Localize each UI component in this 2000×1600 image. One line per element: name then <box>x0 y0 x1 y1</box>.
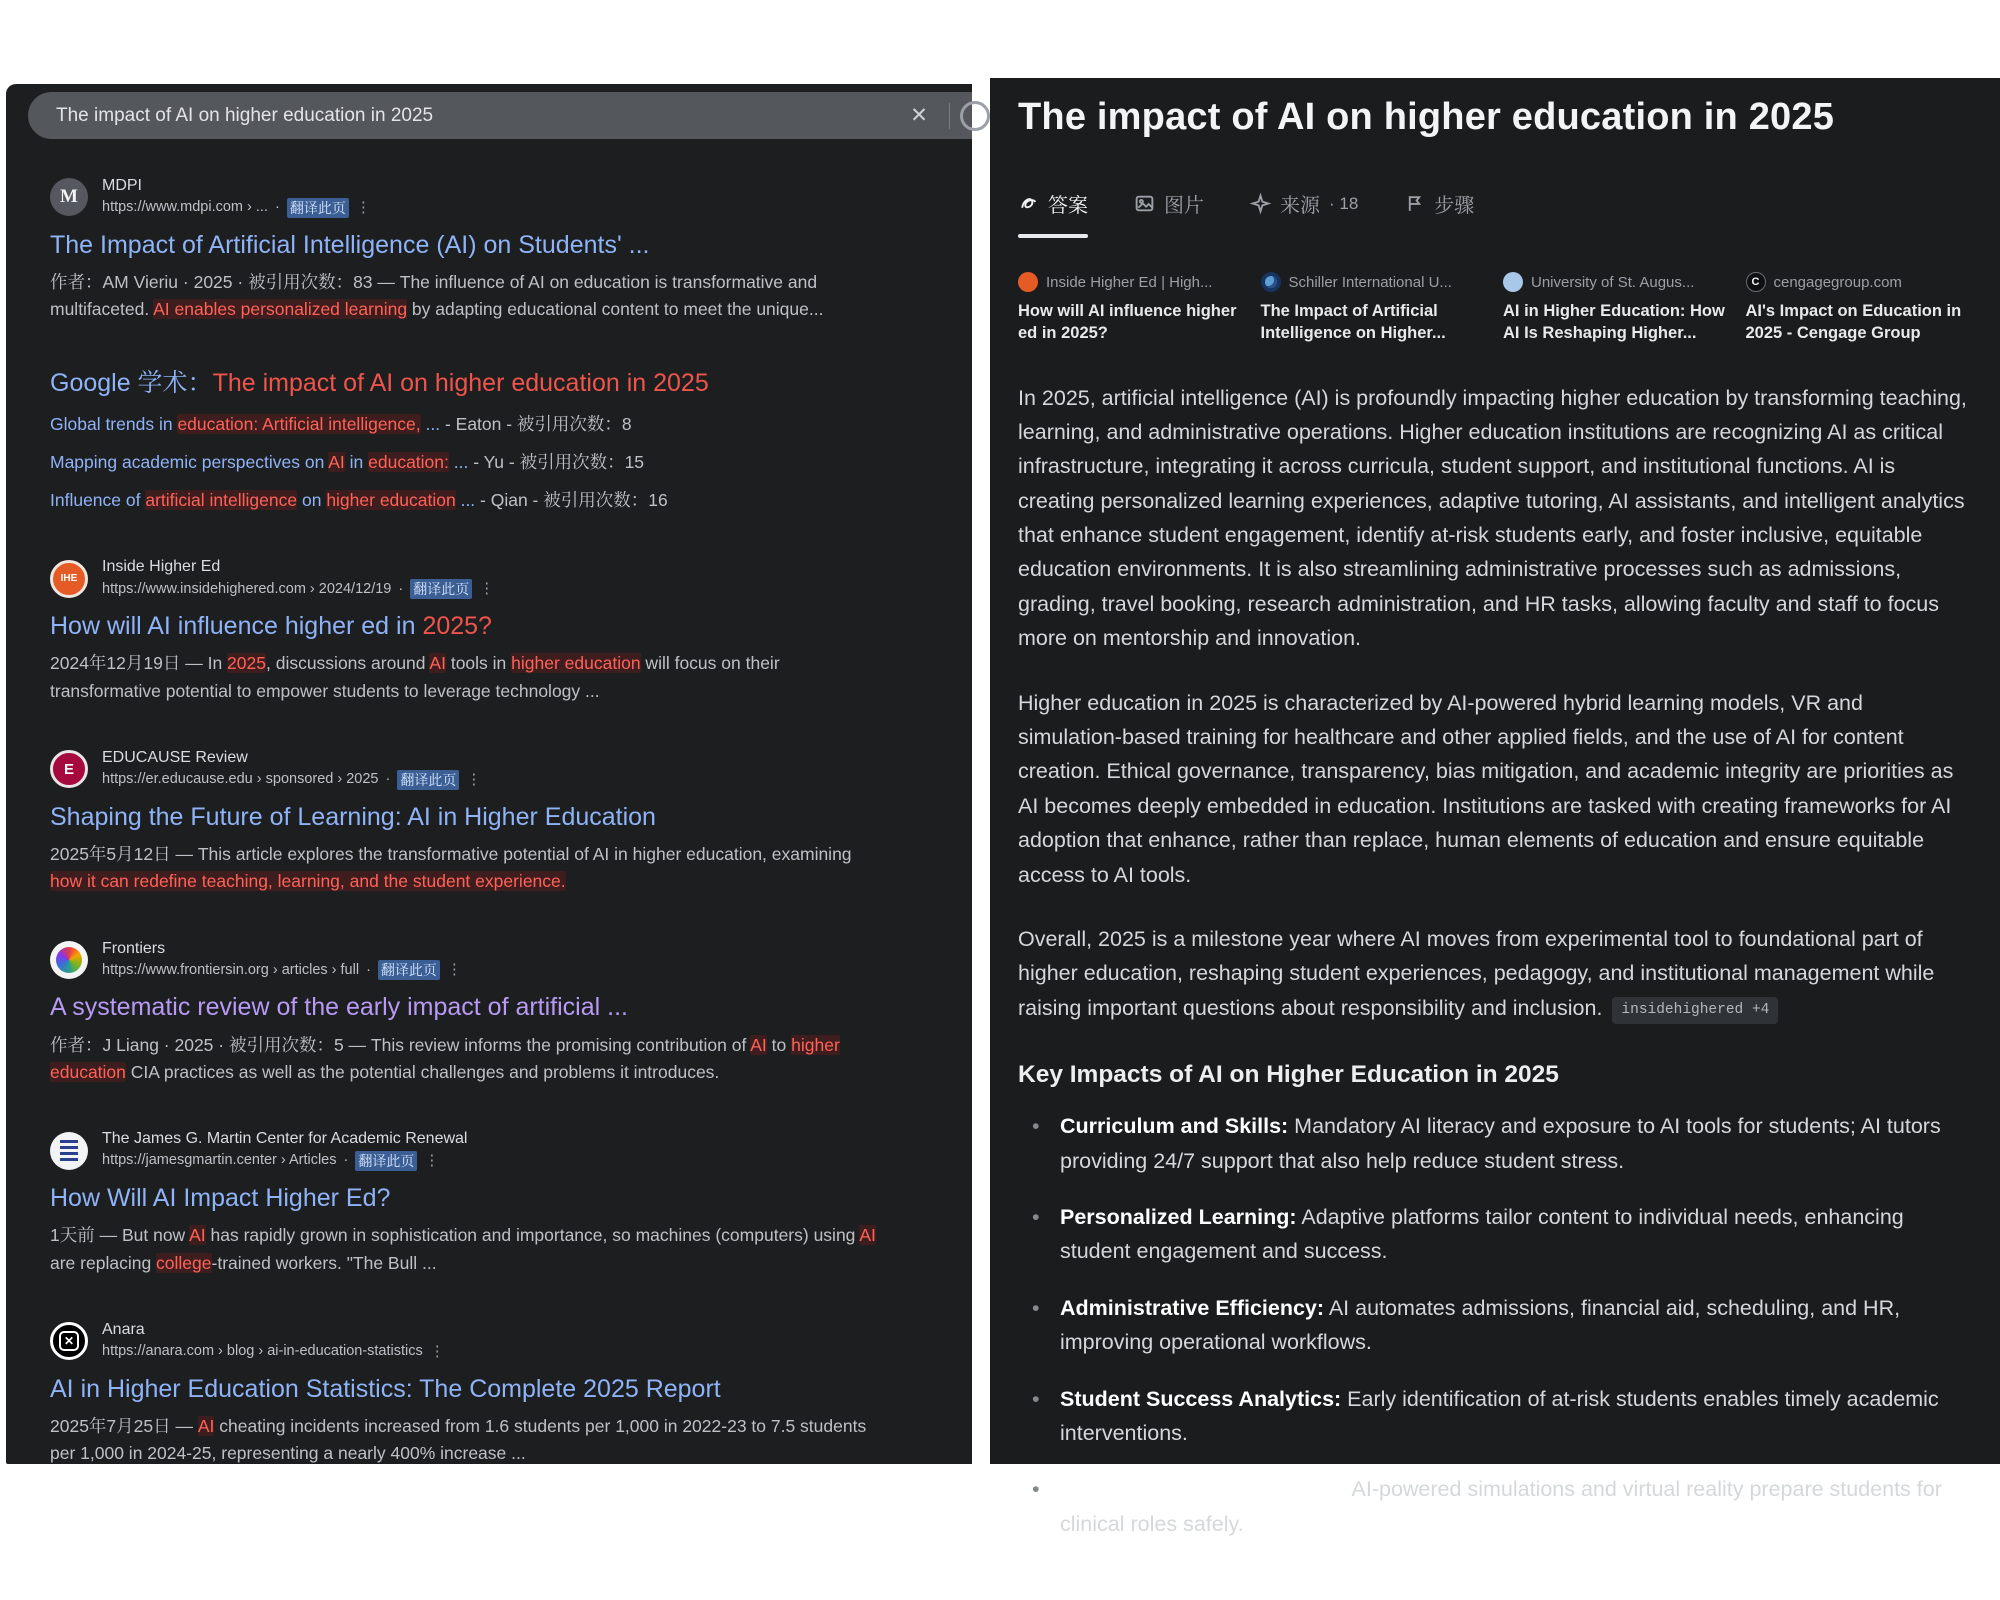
result-snippet: 作者：J Liang · 2025 · 被引用次数：5 — This review informs the promising contribution of AI to higher education CIA practices as well as the potential challenges and problems it introduces. <box>50 1034 840 1083</box>
tab-sources[interactable]: 来源 · 18 <box>1250 189 1358 232</box>
result-url[interactable]: https://www.mdpi.com › ... <box>102 199 268 216</box>
result-title-link[interactable]: The Impact of Artificial Intelligence (AI) on Students' ... <box>50 230 650 259</box>
tab-steps[interactable]: 步骤 <box>1404 189 1474 232</box>
search-input[interactable] <box>28 92 972 139</box>
source-card-title: AI's Impact on Education in 2025 - Cengage Group <box>1745 302 1962 343</box>
citation-badge[interactable]: insidehighered +4 <box>1612 997 1778 1024</box>
result-url-separator: · <box>385 771 391 788</box>
result-title-link[interactable]: A systematic review of the early impact of artificial ... <box>50 993 628 1022</box>
result-url[interactable]: https://www.insidehighered.com › 2024/12/19 <box>102 580 392 597</box>
anara-favicon: ✕ <box>50 1322 88 1360</box>
list-item: • Curriculum and Skills: Mandatory AI literacy and exposure to AI tools for students; AI tutors providing 24/7 support that also help reduce student stress. <box>1018 1109 1972 1178</box>
result-url-separator: · <box>398 580 404 597</box>
source-site-name: Inside Higher Ed | High... <box>1046 273 1213 291</box>
search-result-martincenter <box>50 1129 932 1277</box>
source-card-insidehighered[interactable] <box>1018 272 1245 345</box>
frontiers-favicon <box>50 941 88 979</box>
kebab-menu-icon[interactable]: ⋮ <box>466 770 482 788</box>
answer-icon <box>1018 193 1039 214</box>
result-title-link[interactable]: AI in Higher Education Statistics: The Complete 2025 Report <box>50 1374 721 1403</box>
source-card-schiller[interactable] <box>1261 272 1488 345</box>
source-site-name: University of St. Augus... <box>1531 273 1695 291</box>
result-url-separator: · <box>343 1152 349 1169</box>
search-result-frontiers <box>50 939 932 1087</box>
scholar-title-link[interactable]: Google 学术：The impact of AI on higher education in 2025 <box>50 368 709 397</box>
key-impacts-list <box>1018 1109 1972 1541</box>
translate-link[interactable]: 翻译此页 <box>287 198 349 218</box>
insidehighered-favicon: IHE <box>50 560 88 598</box>
kebab-menu-icon[interactable]: ⋮ <box>355 198 371 216</box>
sources-icon <box>1250 193 1271 214</box>
scholar-entry-link[interactable]: Mapping academic perspectives on AI in education: ... - Yu - 被引用次数：15 <box>50 451 645 472</box>
voice-search-icon[interactable] <box>960 101 990 131</box>
search-results-panel <box>6 84 972 1464</box>
insidehighered-mini-favicon <box>1018 272 1038 292</box>
search-query-text[interactable]: The impact of AI on higher education in 2025 <box>56 104 434 126</box>
result-url-separator: · <box>366 961 371 978</box>
answer-paragraph: Overall, 2025 is a milestone year where AI moves from experimental tool to foundational part of higher education, reshaping student experiences, pedagogy, and institutional management while raising important questions about responsibility and inclusion. insidehighered +4 <box>1018 922 1972 1025</box>
source-card-title: How will AI influence higher ed in 2025? <box>1018 302 1237 343</box>
tab-answer[interactable]: 答案 <box>1018 189 1088 232</box>
list-item: • Personalized Learning: Adaptive platforms tailor content to individual needs, enhancing student engagement and success. <box>1018 1200 1972 1269</box>
schiller-mini-favicon <box>1261 272 1281 292</box>
translate-link[interactable]: 翻译此页 <box>410 579 472 599</box>
answer-tabs <box>1018 189 1972 232</box>
result-source: EDUCAUSE Review <box>102 749 248 767</box>
answer-paragraph: In 2025, artificial intelligence (AI) is profoundly impacting higher education by transforming teaching, learning, and administrative operations. Higher education institutions are recognizing AI as critical infrastructure, integrating it across curricula, student support, and institutional functions. AI is creating personalized learning experiences, adaptive tutoring, AI assistants, and intelligent analytics that enhance student engagement, identify at-risk students early, and foster inclusive, equitable education environments. It is also streamlining administrative processes such as admissions, grading, travel booking, research administration, and HR tasks, allowing faculty and staff to focus more on mentorship and innovation. <box>1018 385 1967 651</box>
search-result-insidehighered <box>50 557 932 705</box>
scholar-entry-link[interactable]: Influence of artificial intelligence on higher education ... - Qian - 被引用次数：16 <box>50 489 668 510</box>
source-card-title: The Impact of Artificial Intelligence on Higher... <box>1260 302 1446 343</box>
result-source: Inside Higher Ed <box>102 558 221 576</box>
cengage-mini-favicon: C <box>1746 272 1766 292</box>
result-url-separator: · <box>275 199 280 216</box>
result-title-link[interactable]: Shaping the Future of Learning: AI in Higher Education <box>50 802 656 831</box>
result-snippet: 2025年5月12日 — This article explores the transformative potential of AI in higher education, examining how it can redefine teaching, learning, and the student experience. <box>50 844 852 892</box>
images-icon <box>1134 193 1155 214</box>
mdpi-favicon: M <box>50 178 88 216</box>
result-snippet: 2025年7月25日 — AI cheating incidents increased from 1.6 students per 1,000 in 2022-23 to 7.5 students per 1,000 in 2024-25, representing a nearly 400% increase ... <box>50 1416 867 1464</box>
source-card-cengage[interactable] <box>1746 272 1973 345</box>
google-scholar-block <box>50 367 932 512</box>
results-list <box>50 176 932 1511</box>
kebab-menu-icon[interactable]: ⋮ <box>429 1342 445 1360</box>
result-source: The James G. Martin Center for Academic Renewal <box>102 1130 468 1148</box>
kebab-menu-icon[interactable]: ⋮ <box>479 580 495 598</box>
result-title-link[interactable]: How Will AI Impact Higher Ed? <box>50 1183 391 1212</box>
educause-favicon: E <box>50 750 88 788</box>
clear-search-icon[interactable]: ✕ <box>910 104 928 127</box>
search-result-anara <box>50 1320 932 1468</box>
result-source: MDPI <box>102 177 142 194</box>
st-augustine-mini-favicon <box>1503 272 1523 292</box>
list-item: • Student Success Analytics: Early identification of at-risk students enables timely academic interventions. <box>1018 1382 1972 1451</box>
answer-paragraph: Higher education in 2025 is characterized by AI-powered hybrid learning models, VR and simulation-based training for healthcare and other applied fields, and the use of AI for content creation. Ethical governance, transparency, bias mitigation, and academic integrity are priorities as AI becomes deeply embedded in education. Institutions are tasked with creating frameworks for AI adoption that enhance, rather than replace, human elements of education and ensure equitable access to AI tools. <box>1018 690 1954 887</box>
scholar-entry-link[interactable]: Global trends in education: Artificial intelligence, ... - Eaton - 被引用次数：8 <box>50 414 632 435</box>
translate-link[interactable]: 翻译此页 <box>355 1151 417 1171</box>
list-item: • Administrative Efficiency: AI automates admissions, financial aid, scheduling, and HR, improving operational workflows. <box>1018 1291 1972 1360</box>
kebab-menu-icon[interactable]: ⋮ <box>446 961 462 979</box>
martincenter-favicon <box>50 1132 88 1170</box>
key-impacts-heading: Key Impacts of AI on Higher Education in 2025 <box>1018 1061 1559 1089</box>
searchbar-divider <box>949 103 950 129</box>
source-cards-row <box>1018 272 1972 345</box>
source-site-name: cengagegroup.com <box>1773 273 1902 291</box>
result-source: Frontiers <box>102 939 166 957</box>
answer-page-title: The impact of AI on higher education in 2025 <box>1018 96 1835 138</box>
source-card-st-augustine[interactable] <box>1503 272 1730 345</box>
result-snippet: 2024年12月19日 — In 2025, discussions around AI tools in higher education will focus on their transformative potential to empower students to leverage technology ... <box>50 653 780 701</box>
translate-link[interactable]: 翻译此页 <box>397 770 459 790</box>
result-snippet: 1天前 — But now AI has rapidly grown in sophistication and importance, so machines (computers) using AI are replacing college-trained workers. "The Bull ... <box>50 1225 876 1273</box>
list-item: • Health Sciences Innovation: AI-powered simulations and virtual reality prepare students for clinical roles safely. <box>1018 1472 1972 1541</box>
translate-link[interactable]: 翻译此页 <box>378 960 440 980</box>
source-site-name: Schiller International U... <box>1288 273 1452 291</box>
result-title-link[interactable]: How will AI influence higher ed in 2025? <box>50 611 492 640</box>
sources-count: · 18 <box>1329 193 1359 213</box>
source-card-title: AI in Higher Education: How AI Is Reshaping Higher... <box>1503 302 1725 343</box>
search-result-mdpi <box>50 176 932 324</box>
result-url[interactable]: https://jamesgmartin.center › Articles <box>102 1152 337 1169</box>
steps-icon <box>1404 193 1425 214</box>
search-result-educause <box>50 748 932 896</box>
result-url[interactable]: https://anara.com › blog › ai-in-education-statistics <box>102 1343 423 1360</box>
result-snippet: 作者：AM Vieriu · 2025 · 被引用次数：83 — The influence of AI on education is transformative and multifaceted. AI enables personalized learning by adapting educational content to meet the unique... <box>50 272 824 320</box>
result-source: Anara <box>102 1320 145 1338</box>
tab-images[interactable]: 图片 <box>1134 189 1204 232</box>
kebab-menu-icon[interactable]: ⋮ <box>424 1152 440 1170</box>
result-url[interactable]: https://www.frontiersin.org › articles › full <box>102 961 360 978</box>
result-url[interactable]: https://er.educause.edu › sponsored › 2025 <box>102 771 379 788</box>
ai-answer-panel <box>990 78 2000 1536</box>
